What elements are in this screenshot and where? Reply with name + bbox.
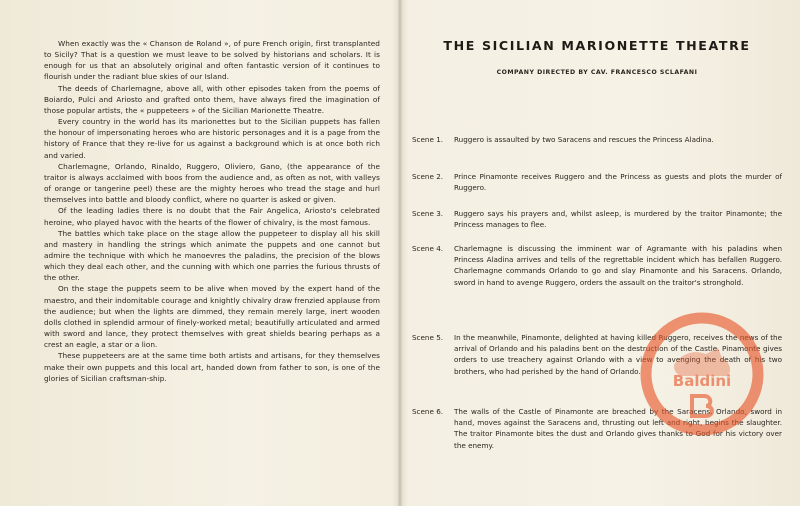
scene-label: Scene 3. bbox=[412, 209, 444, 218]
scene-3 bbox=[412, 208, 782, 230]
scene-text: Prince Pinamonte receives Ruggero and the Princess as guests and plots the murder of Ruggero. bbox=[454, 172, 782, 193]
scene-label: Scene 5. bbox=[412, 333, 444, 342]
company-subtitle: COMPANY DIRECTED BY CAV. FRANCESCO SCLAFANI bbox=[496, 69, 698, 76]
intro-paragraph-6: The battles which take place on the stage allow the puppeteer to display all his skill and mastery in handling the strings which animate the puppets and one cannot but admire the technique with which he manoevres the paladins, the precision of the blows which they deal each other, and the cunning with which one parries the furious thrusts of the other. bbox=[44, 228, 380, 283]
intro-paragraph-8: These puppeteers are at the same time both artists and artisans, for they themselves make their own puppets and this local art, handed down from father to son, is one of the glories of Sicilian craftsman-ship. bbox=[44, 351, 380, 383]
intro-paragraph-1: When exactly was the « Chanson de Roland », of pure French origin, first transplanted to Sicily? That is a question we must leave to be solved by historians and scholars. It is enough for us that an absolutely original and often fantastic version of it continues to flourish under the radiant blue skies of our Island. bbox=[44, 39, 380, 82]
watermark-text: Baldini bbox=[672, 372, 732, 390]
intro-paragraph-3: Every country in the world has its marionettes but to the Sicilian puppets has fallen the honour of impersonating heroes who are historic personages and it is a page from the history of France that they re-live for us against a background which is at once both rich and varied. bbox=[44, 117, 380, 160]
scene-text: Ruggero is assaulted by two Saracens and rescues the Princess Aladina. bbox=[454, 135, 714, 144]
scene-text: Ruggero says his prayers and, whilst asleep, is murdered by the traitor Pinamonte; the Princess manages to flee. bbox=[454, 209, 782, 230]
intro-paragraph-7: On the stage the puppets seem to be alive when moved by the expert hand of the maestro, and their indomitable courage and knightly chivalry draw frenzied applause from the audience; but when the lights are dimmed, they remain merely large, inert wooden dolls clothed in splendid armour of finely-worked metal; beautifully articulated and armed with sword and lance, they protect themselves with great shields bearing perhaps as a crest an eagle, a star or a lion. bbox=[44, 284, 380, 350]
page-title: THE SICILIAN MARIONETTE THEATRE bbox=[443, 38, 751, 53]
intro-paragraph-5: Of the leading ladies there is no doubt that the Fair Angelica, Ariosto's celebrated heroine, who played havoc with the hearts of the flower of chivalry, is the most famous. bbox=[44, 206, 380, 227]
scene-4 bbox=[412, 243, 782, 288]
scene-2 bbox=[412, 171, 782, 193]
scene-5 bbox=[412, 332, 782, 377]
scene-1 bbox=[412, 134, 782, 145]
intro-paragraph-2: The deeds of Charlemagne, above all, with other episodes taken from the poems of Boiardo, Pulci and Ariosto and grafted onto them, have always fired the imagination of those popular artists, the « puppeteers » of the Sicilian Marionette Theatre. bbox=[44, 83, 380, 115]
page-fold bbox=[398, 0, 402, 506]
scene-label: Scene 2. bbox=[412, 172, 444, 181]
scene-label: Scene 6. bbox=[412, 407, 444, 416]
intro-paragraph-4: Charlemagne, Orlando, Rinaldo, Ruggero, Oliviero, Gano, (the appearance of the traitor is always acclaimed with boos from the audience and, as often as not, with valleys of orange or tangerine peel) these are the mighty heroes who tread the stage and hurl themselves into battle and bloody conflict, where no quarter is asked or given. bbox=[44, 161, 380, 205]
scene-text: Charlemagne is discussing the imminent war of Agramante with his paladins when Princess Aladina arrives and tells of the regrettable incident which has befallen Ruggero. Charlemagne commands Orlando to go and slay Pinamonte and his Saracens. Orlando, sword in hand to avenge Ruggero, orders the assault on the traitor's stronghold. bbox=[454, 244, 782, 287]
scene-text: In the meanwhile, Pinamonte, delighted at having killed Ruggero, receives the news of the arrival of Orlando and his paladins bent on the destruction of the Castle. Pinamonte gives orders to use treachery against Orlando with a view to avenging the death of his two brothers, who had perished by the hand of Orlando. bbox=[454, 333, 782, 376]
scene-label: Scene 1. bbox=[412, 135, 444, 144]
scene-label: Scene 4. bbox=[412, 244, 444, 253]
scene-text: The walls of the Castle of Pinamonte are breached by the Saracens. Orlando, sword in hand, moves against the Saracens and, thrusting out left and right, begins the slaughter. The traitor Pinamonte bites the dust and Orlando gives thanks to God for his victory over the enemy. bbox=[454, 407, 782, 450]
scene-6 bbox=[412, 406, 782, 451]
left-page bbox=[44, 38, 380, 384]
